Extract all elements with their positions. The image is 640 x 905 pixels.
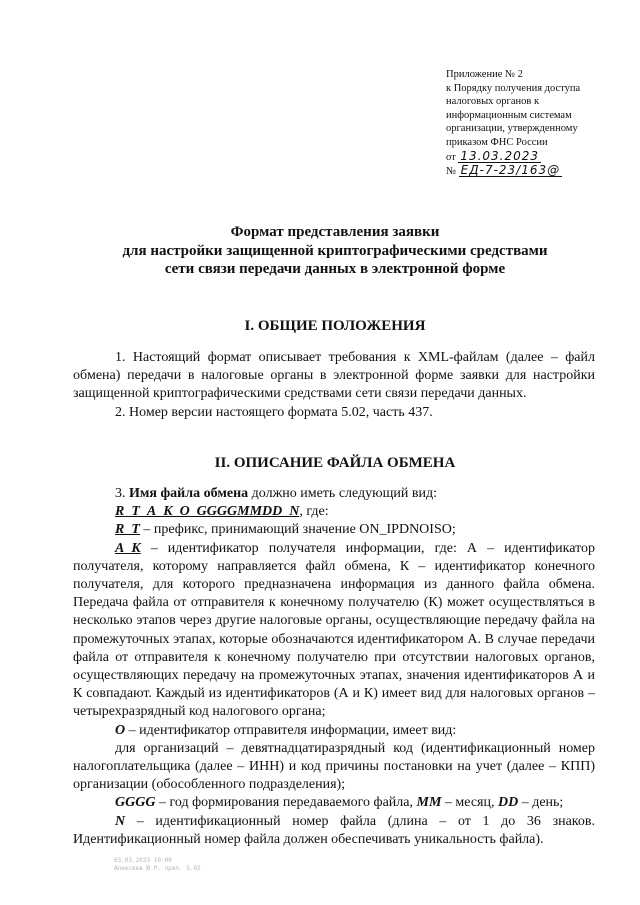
rt-text: – префикс, принимающий значение ON_IPDNOISO; [143,522,456,538]
ak-code: A_K [115,540,141,556]
pattern-code: R_T_A_K_O_GGGGMMDD_N [115,504,300,520]
ak-text: – идентификатор получателя информации, где: А – идентификатор получателя, которому направляется файл обмена, К – идентификатор конечного получателя, для которого предназначена информация из данного файла обмена. Передача файла от отправителя к конечному получателю (К) может осуществляться в несколько этапов через другие налоговые органы, осуществляющие передачу файла на промежуточных этапах, которые обозначаются идентификатором А. В случае передачи файла от отправителя к конечному получателю при отсутствии налоговых органов, осуществляющих передачу на промежуточных этапах, значения идентификаторов А и К совпадают. Каждый из идентификаторов (А и К) имеет вид для налоговых органов – четырехразрядный код налогового органа; [73,540,595,720]
title-line: сети связи передачи данных в электронной форме [164,261,506,277]
number-prefix: № [446,166,457,178]
n-text: – идентификационный номер файла (длина – от 1 до 36 знаков. Идентификационный номер файла должен обеспечивать уникальность файла). [73,813,596,847]
appendix-line: информационным системам [446,109,572,121]
n-code: N [115,813,126,829]
appendix-line: организации, утвержденному [446,123,578,135]
rt-code: R_T [115,522,140,538]
appendix-line: к Порядку получения доступа [446,82,581,94]
o-code: O [115,722,126,738]
dd-text: – день; [521,795,564,811]
o-definition [73,722,595,740]
org-definition: для организаций – девятнадцатиразрядный код (идентификационный номер налогоплательщика (далее – ИНН) и код причины постановки на учет (далее – КПП) организации (обособленного подразделения); [73,740,595,793]
footer-stamp [114,857,201,873]
mm-text: – месяц, [444,795,495,811]
gggg-text: – год формирования передаваемого файла, [158,795,413,811]
p3-bold-term: Имя файла обмена [129,486,249,501]
handwritten-number: ЕД-7-23/163@ [460,163,561,178]
appendix-line: приказом ФНС России [446,136,548,148]
handwritten-date: 13.03.2023 [460,148,540,163]
section-heading-general: I. ОБЩИЕ ПОЛОЖЕНИЯ [244,318,426,334]
appendix-note [446,68,626,179]
paragraph-1: 1. Настоящий формат описывает требования к XML-файлам (далее – файл обмена) передачи в налоговые органы в электронной форме заявки для настройки защищенной криптографическими средствами сети связи передачи данных. [73,350,595,402]
title-line: для настройки защищенной криптографическими средствами [122,242,548,259]
section-general-body [73,349,595,422]
p3-rest: должно иметь следующий вид: [251,486,438,501]
date-definition [73,794,595,812]
appendix-number [446,164,626,179]
section-exchange-body [73,485,595,849]
paragraph-3 [73,485,595,503]
filename-pattern [73,503,595,521]
appendix-date [446,150,626,165]
ak-definition [73,540,595,722]
footer-line: 03.03.2023 10:00 [114,857,172,864]
footer-line: Алексеев Ю.Р. прил. 5.02 [114,865,201,872]
p3-number: 3. [115,486,126,501]
rt-definition [73,521,595,539]
n-definition [73,813,595,849]
dd-code: DD [497,795,519,811]
appendix-line: налоговых органов к [446,96,540,108]
title-line: Формат представления заявки [230,224,440,240]
o-text: – идентификатор отправителя информации, имеет вид: [128,722,457,738]
section-heading-exchange-file: II. ОПИСАНИЕ ФАЙЛА ОБМЕНА [214,455,456,471]
pattern-suffix: , где: [299,504,329,520]
appendix-line: Приложение № 2 [446,69,523,80]
document-title [70,223,600,279]
gggg-code: GGGG [115,795,156,811]
date-prefix: от [446,151,456,163]
paragraph-2: 2. Номер версии настоящего формата 5.02, часть 437. [115,404,433,420]
mm-code: MM [416,795,442,811]
